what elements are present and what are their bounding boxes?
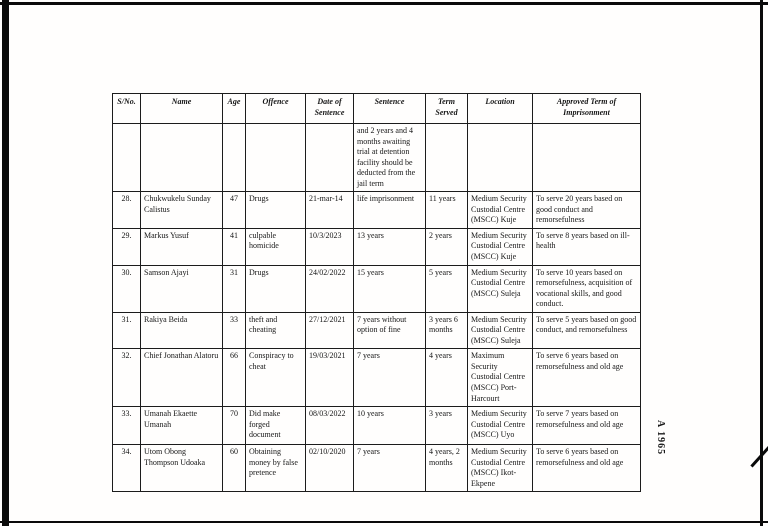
cell-approved: To serve 7 years based on remorsefulness and old age — [533, 407, 641, 445]
cell-approved: To serve 6 years based on remorsefulness and old age — [533, 349, 641, 407]
scan-edge-left — [2, 0, 9, 526]
cell-age: 33 — [223, 312, 246, 349]
table-body — [113, 124, 641, 492]
cell-term-served — [426, 124, 468, 192]
cell-location: Medium Security Custodial Centre (MSCC) Kuje — [468, 192, 533, 229]
header-sentence: Sentence — [354, 94, 426, 124]
cell-sno: 32. — [113, 349, 141, 407]
cell-location: Maximum Security Custodial Centre (MSCC) Port-Harcourt — [468, 349, 533, 407]
cell-approved: To serve 20 years based on good conduct and remorsefulness — [533, 192, 641, 229]
cell-sentence: and 2 years and 4 months awaiting trial at detention facility should be deducted from the jail term — [354, 124, 426, 192]
cell-offence: theft and cheating — [246, 312, 306, 349]
cell-location: Medium Security Custodial Centre (MSCC) Kuje — [468, 228, 533, 265]
header-sno: S/No. — [113, 94, 141, 124]
cell-term-served: 5 years — [426, 265, 468, 312]
cell-sno: 34. — [113, 445, 141, 492]
cell-sno: 30. — [113, 265, 141, 312]
cell-name: Chief Jonathan Alatoru — [141, 349, 223, 407]
page-folio: A 1965 — [655, 420, 666, 456]
cell-date: 19/03/2021 — [306, 349, 354, 407]
cell-offence: culpable homicide — [246, 228, 306, 265]
cell-name: Markus Yusuf — [141, 228, 223, 265]
cell-sno — [113, 124, 141, 192]
table-header-row — [113, 94, 641, 124]
cell-name: Samson Ajayi — [141, 265, 223, 312]
cell-date: 02/10/2020 — [306, 445, 354, 492]
cell-date: 24/02/2022 — [306, 265, 354, 312]
cell-sentence: 7 years — [354, 445, 426, 492]
cell-name — [141, 124, 223, 192]
cell-date: 21-mar-14 — [306, 192, 354, 229]
cell-sno: 29. — [113, 228, 141, 265]
cell-sentence: 15 years — [354, 265, 426, 312]
cell-age: 41 — [223, 228, 246, 265]
header-date: Date of Sentence — [306, 94, 354, 124]
cell-sno: 31. — [113, 312, 141, 349]
header-offence: Offence — [246, 94, 306, 124]
cell-age: 60 — [223, 445, 246, 492]
cell-offence — [246, 124, 306, 192]
table-row — [113, 349, 641, 407]
cell-sentence: 13 years — [354, 228, 426, 265]
cell-term-served: 11 years — [426, 192, 468, 229]
cell-age: 70 — [223, 407, 246, 445]
cell-sentence: 10 years — [354, 407, 426, 445]
cell-sentence: 7 years without option of fine — [354, 312, 426, 349]
table-row — [113, 192, 641, 229]
cell-term-served: 4 years — [426, 349, 468, 407]
cell-date: 27/12/2021 — [306, 312, 354, 349]
cell-sentence: life imprisonment — [354, 192, 426, 229]
table-row — [113, 407, 641, 445]
cell-age: 66 — [223, 349, 246, 407]
cell-location: Medium Security Custodial Centre (MSCC) Ikot-Ekpene — [468, 445, 533, 492]
cell-sentence: 7 years — [354, 349, 426, 407]
cell-approved: To serve 6 years based on remorsefulness and old age — [533, 445, 641, 492]
cell-sno: 28. — [113, 192, 141, 229]
cell-term-served: 3 years — [426, 407, 468, 445]
cell-date: 08/03/2022 — [306, 407, 354, 445]
cell-location: Medium Security Custodial Centre (MSCC) Suleja — [468, 312, 533, 349]
header-approved: Approved Term of Imprisonment — [533, 94, 641, 124]
cell-name: Utom Obong Thompson Udoaka — [141, 445, 223, 492]
cell-location: Medium Security Custodial Centre (MSCC) Suleja — [468, 265, 533, 312]
cell-offence: Did make forged document — [246, 407, 306, 445]
cell-age — [223, 124, 246, 192]
table-row — [113, 445, 641, 492]
cell-name: Rakiya Beida — [141, 312, 223, 349]
cell-name: Chukwukelu Sunday Calistus — [141, 192, 223, 229]
scan-edge-top — [0, 2, 768, 5]
cell-approved — [533, 124, 641, 192]
cell-sno: 33. — [113, 407, 141, 445]
cell-approved: To serve 8 years based on ill-health — [533, 228, 641, 265]
cell-age: 31 — [223, 265, 246, 312]
sentences-table — [112, 93, 641, 492]
table-row — [113, 124, 641, 192]
table-row — [113, 265, 641, 312]
header-location: Location — [468, 94, 533, 124]
header-term: Term Served — [426, 94, 468, 124]
cell-name: Umanah Ekaette Umanah — [141, 407, 223, 445]
cell-term-served: 4 years, 2 months — [426, 445, 468, 492]
cell-approved: To serve 10 years based on remorsefulness, acquisition of vocational skills, and good conduct. — [533, 265, 641, 312]
table-row — [113, 228, 641, 265]
cell-date — [306, 124, 354, 192]
cell-location — [468, 124, 533, 192]
cell-offence: Obtaining money by false pretence — [246, 445, 306, 492]
scan-edge-right — [760, 0, 763, 526]
cell-term-served: 3 years 6 months — [426, 312, 468, 349]
header-name: Name — [141, 94, 223, 124]
cell-location: Medium Security Custodial Centre (MSCC) Uyo — [468, 407, 533, 445]
cell-date: 10/3/2023 — [306, 228, 354, 265]
header-age: Age — [223, 94, 246, 124]
cell-offence: Drugs — [246, 265, 306, 312]
cell-offence: Conspiracy to cheat — [246, 349, 306, 407]
cell-term-served: 2 years — [426, 228, 468, 265]
cell-approved: To serve 5 years based on good conduct, and remorsefulness — [533, 312, 641, 349]
scan-edge-bottom — [0, 521, 768, 523]
table-row — [113, 312, 641, 349]
cell-offence: Drugs — [246, 192, 306, 229]
cell-age: 47 — [223, 192, 246, 229]
